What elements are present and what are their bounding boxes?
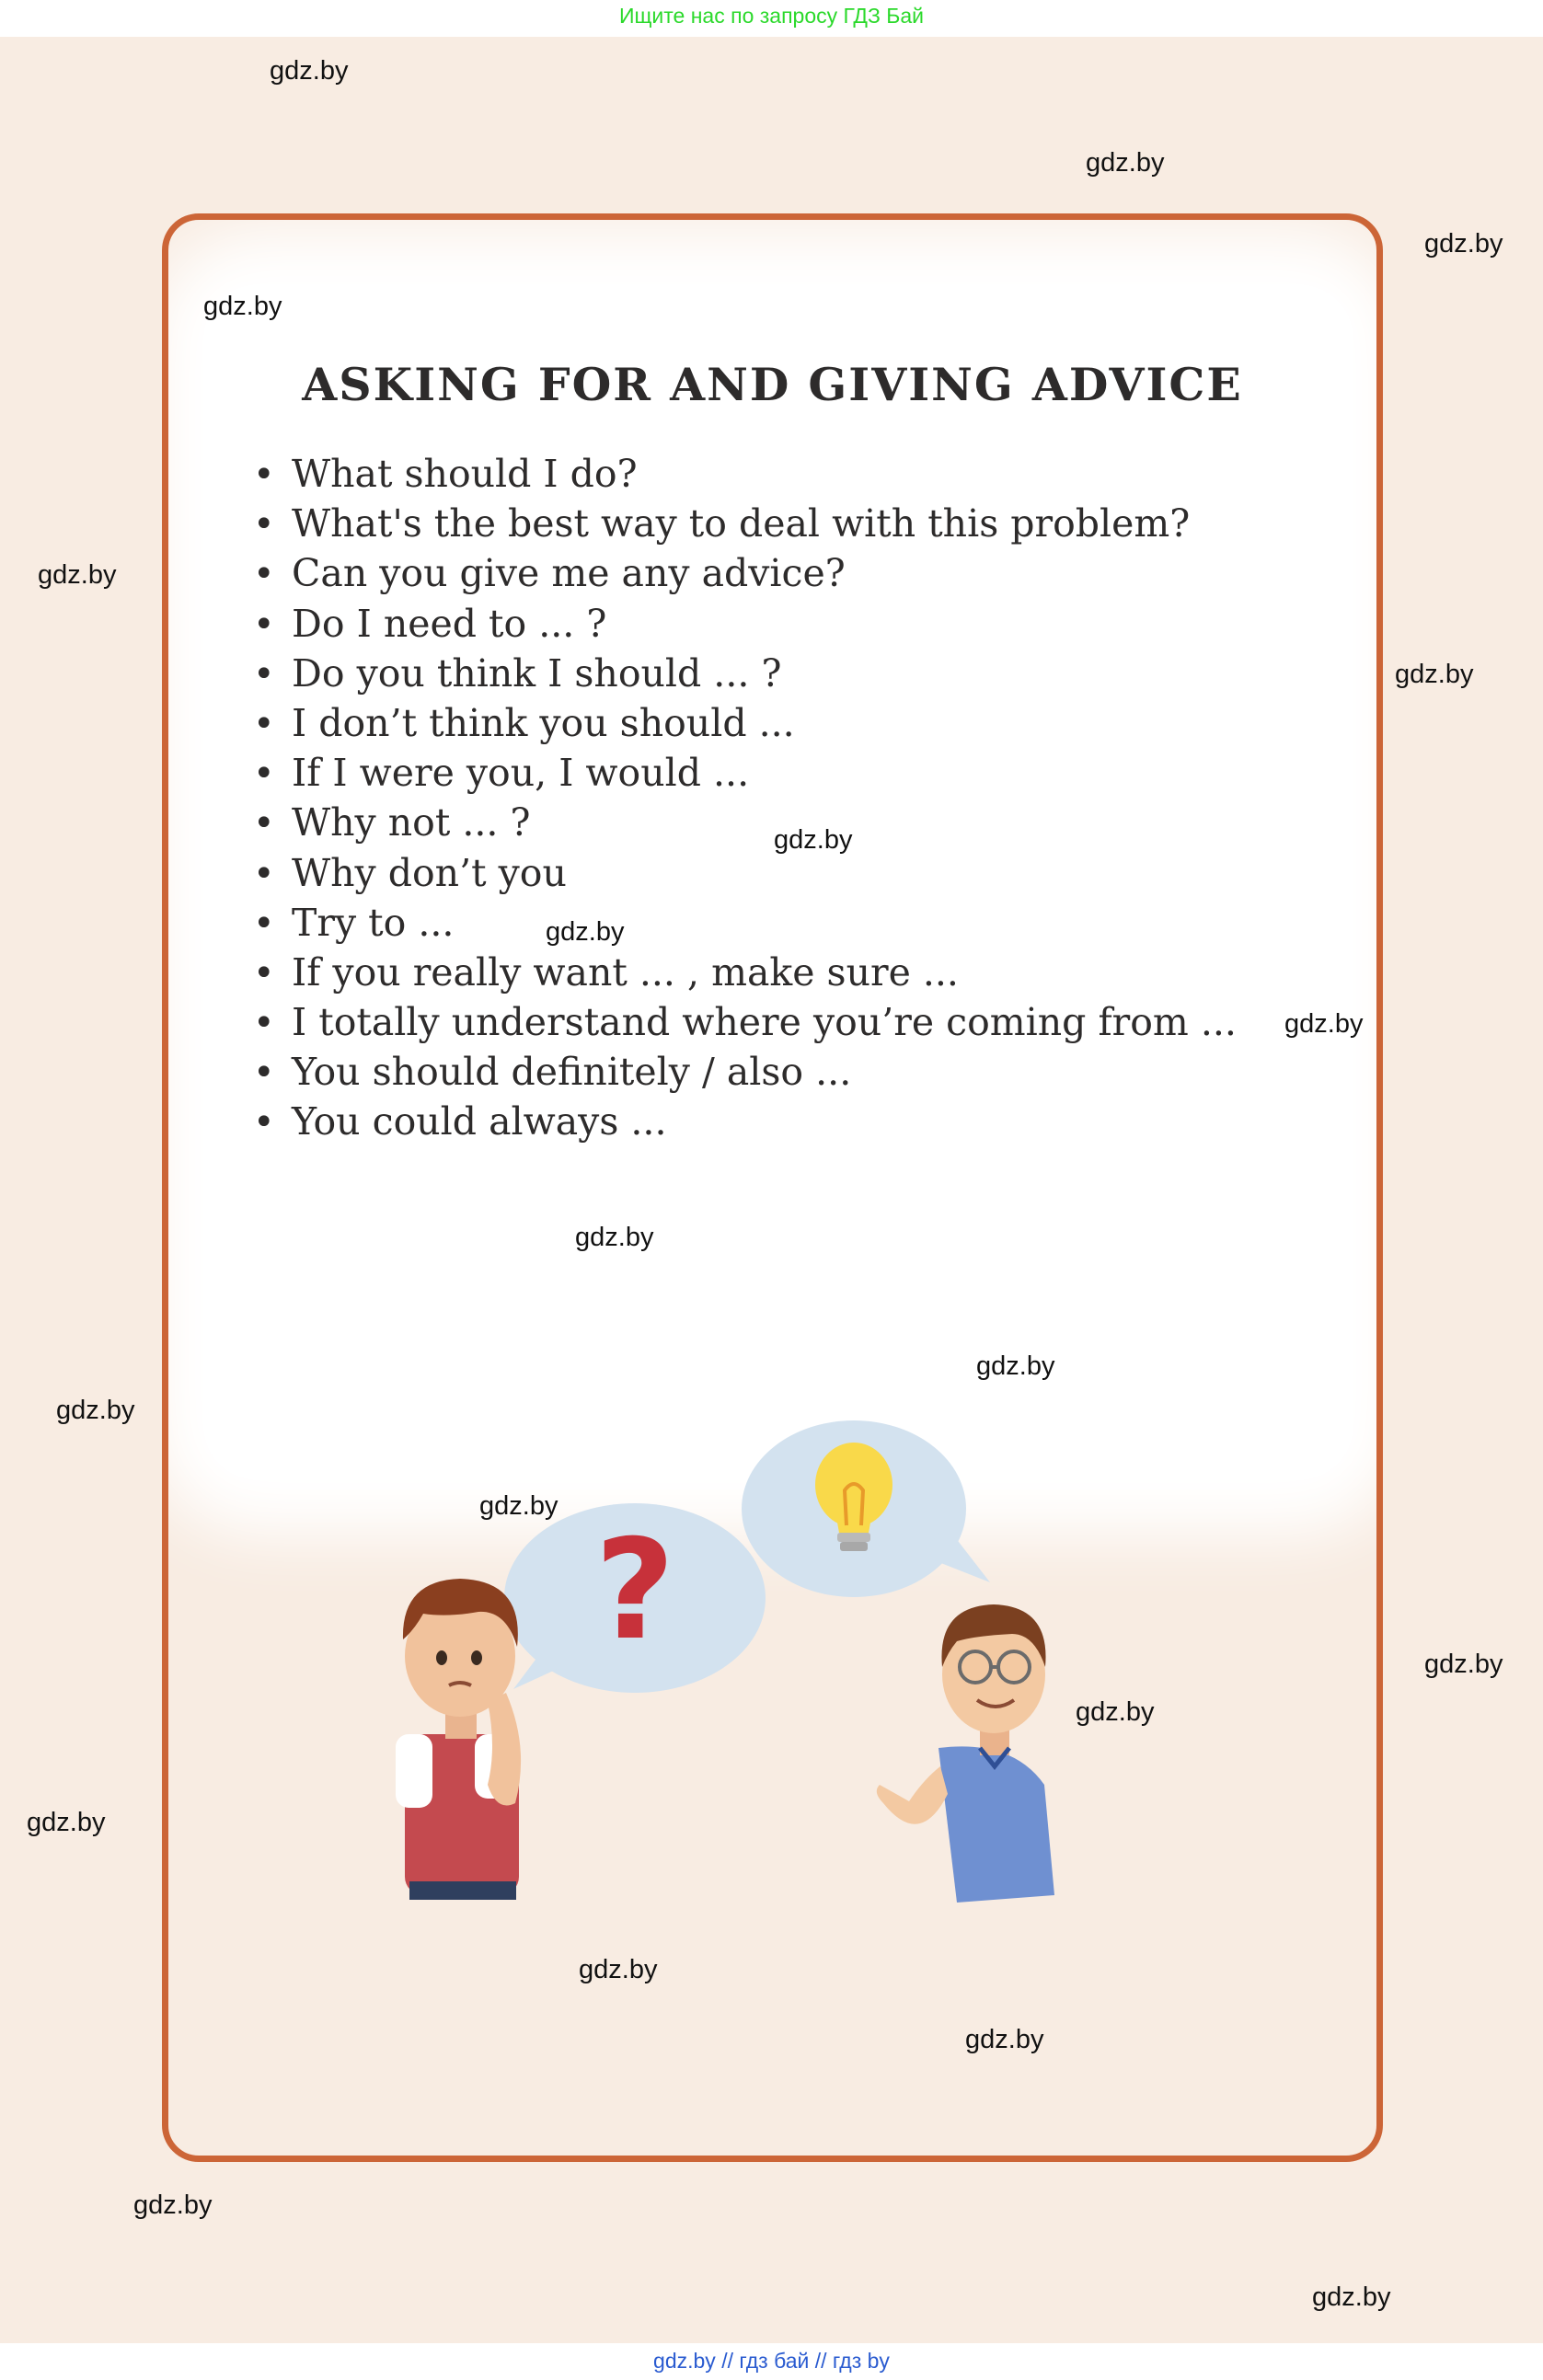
list-item — [253, 848, 1237, 898]
phrase-text: What should I do? — [292, 452, 638, 496]
phrase-text: I totally understand where you’re coming from ... — [292, 1000, 1237, 1045]
watermark: gdz.by — [270, 56, 349, 86]
watermark: gdz.by — [774, 825, 853, 855]
list-item — [253, 997, 1237, 1047]
list-item — [253, 948, 1237, 997]
watermark: gdz.by — [133, 2190, 213, 2220]
question-mark-icon — [594, 1511, 674, 1671]
watermark: gdz.by — [976, 1351, 1055, 1381]
question-mark-glyph: ? — [594, 1511, 675, 1671]
list-item — [253, 449, 1237, 499]
bullet: • — [253, 951, 275, 995]
bullet: • — [253, 852, 275, 895]
phrase-text: Do you think I should ... ? — [292, 650, 782, 696]
list-item — [253, 1097, 1237, 1146]
watermark: gdz.by — [965, 2025, 1044, 2054]
bullet: • — [253, 553, 275, 596]
top-banner — [0, 0, 1543, 37]
question-speech-bubble — [504, 1503, 766, 1693]
list-item — [253, 548, 1237, 598]
list-item — [253, 698, 1237, 748]
list-item — [253, 1047, 1237, 1097]
bottom-banner-text: gdz.by // гдз бай // гдз by — [653, 2349, 890, 2373]
bullet: • — [253, 603, 275, 646]
watermark: gdz.by — [203, 292, 282, 321]
watermark: gdz.by — [579, 1955, 658, 1984]
bullet: • — [253, 1101, 275, 1144]
watermark: gdz.by — [1284, 1009, 1364, 1039]
phrase-text: Can you give me any advice? — [292, 551, 846, 596]
card-title: ASKING FOR AND GIVING ADVICE — [302, 358, 1243, 411]
list-item — [253, 649, 1237, 698]
bullet: • — [253, 753, 275, 796]
list-item — [253, 599, 1237, 649]
list-item — [253, 898, 1237, 948]
watermark: gdz.by — [575, 1223, 654, 1252]
bullet: • — [253, 1052, 275, 1095]
idea-speech-bubble — [742, 1420, 990, 1597]
phrase-text: If you really want ... , make sure ... — [292, 949, 959, 995]
watermark: gdz.by — [27, 1808, 106, 1837]
phrase-text: If I were you, I would ... — [292, 751, 750, 796]
bottom-banner — [0, 2343, 1543, 2380]
bullet: • — [253, 652, 275, 696]
phrase-text: Why not ... ? — [292, 800, 531, 845]
watermark: gdz.by — [56, 1396, 135, 1425]
bullet: • — [253, 454, 275, 496]
watermark: gdz.by — [1076, 1697, 1155, 1727]
bullet: • — [253, 503, 275, 546]
watermark: gdz.by — [1395, 660, 1474, 689]
phrase-text: I don’t think you should ... — [292, 700, 795, 745]
phrase-text: You could always ... — [292, 1099, 667, 1144]
watermark: gdz.by — [479, 1491, 558, 1521]
phrase-text: Do I need to ... ? — [292, 601, 607, 646]
list-item — [253, 748, 1237, 798]
bullet: • — [253, 1002, 275, 1045]
bullet: • — [253, 702, 275, 745]
watermark: gdz.by — [1086, 148, 1165, 178]
advising-boy — [877, 1604, 1054, 1903]
phrase-list — [253, 449, 1237, 1147]
watermark: gdz.by — [1312, 2282, 1391, 2312]
top-banner-text: Ищите нас по запросу ГДЗ Бай — [618, 4, 925, 28]
phrase-text: Try to ... — [292, 900, 455, 945]
list-item — [253, 499, 1237, 548]
watermark: gdz.by — [1424, 229, 1503, 259]
phrase-text: You should definitely / also ... — [292, 1050, 852, 1095]
phrase-text: Why don’t you — [292, 850, 567, 895]
bullet: • — [253, 802, 275, 845]
phrase-text: What's the best way to deal with this problem? — [292, 501, 1191, 546]
thinking-boy — [396, 1579, 521, 1900]
watermark: gdz.by — [546, 917, 625, 947]
watermark: gdz.by — [38, 560, 117, 590]
watermark: gdz.by — [1424, 1650, 1503, 1679]
list-item — [253, 798, 1237, 847]
bullet: • — [253, 902, 275, 945]
